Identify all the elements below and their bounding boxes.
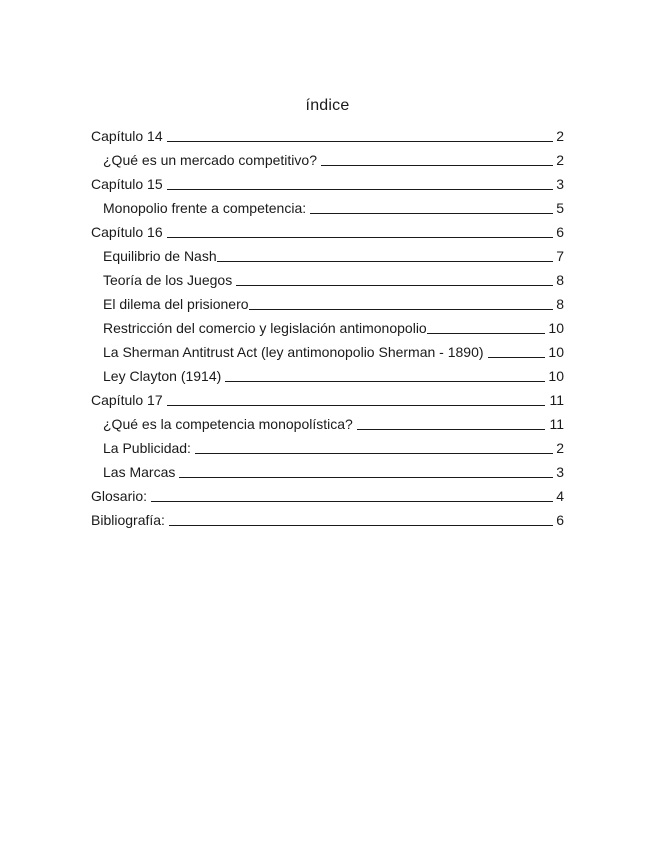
toc-entry-page: 5	[556, 200, 564, 216]
toc-entry-label: ¿Qué es la competencia monopolística?	[103, 416, 353, 432]
toc-entry-label: Monopolio frente a competencia:	[103, 200, 307, 216]
toc-entry-page: 3	[556, 176, 564, 192]
toc-entry-label: Capítulo 14	[91, 128, 163, 144]
toc-entry-page: 10	[548, 320, 564, 336]
toc-entry-restriccion-comercio[interactable]	[91, 316, 564, 340]
toc-entry-page: 10	[548, 368, 564, 384]
toc-entry-glosario[interactable]	[91, 484, 564, 508]
toc-leader-line	[179, 476, 553, 478]
toc-entry-monopolio-competencia[interactable]	[91, 196, 564, 220]
toc-entry-page: 2	[556, 440, 564, 456]
toc-entry-page: 10	[548, 344, 564, 360]
toc-entry-page: 4	[556, 488, 564, 504]
toc-entry-page: 2	[556, 128, 564, 144]
toc-entry-label: Capítulo 16	[91, 224, 163, 240]
toc-entry-page: 8	[556, 272, 564, 288]
toc-entry-label: La Sherman Antitrust Act (ley antimonopolio Sherman - 1890)	[103, 344, 484, 360]
toc-entry-ley-clayton[interactable]	[91, 364, 564, 388]
toc-entry-label: Capítulo 15	[91, 176, 163, 192]
toc-entry-label: Equilibrio de Nash	[103, 248, 217, 264]
toc-entry-capitulo-14[interactable]	[91, 124, 564, 148]
toc-entry-page: 11	[549, 392, 564, 408]
toc-entry-label: Capítulo 17	[91, 392, 163, 408]
toc-entry-competencia-monopolistica[interactable]	[91, 412, 564, 436]
toc-leader-line	[427, 332, 545, 334]
toc-entry-capitulo-17[interactable]	[91, 388, 564, 412]
toc-leader-line	[167, 140, 553, 142]
toc-entry-dilema-prisionero[interactable]	[91, 292, 564, 316]
toc-entry-label: Restricción del comercio y legislación antimonopolio	[103, 320, 427, 336]
toc-entry-capitulo-15[interactable]	[91, 172, 564, 196]
toc-leader-line	[321, 164, 553, 166]
toc-entry-label: Teoría de los Juegos	[103, 272, 233, 288]
toc-entry-page: 6	[556, 512, 564, 528]
toc-entry-mercado-competitivo[interactable]	[91, 148, 564, 172]
toc-leader-line	[217, 260, 553, 262]
toc-leader-line	[357, 428, 545, 430]
toc-leader-line	[310, 212, 553, 214]
toc-leader-line	[195, 452, 553, 454]
table-of-contents	[91, 124, 564, 532]
toc-leader-line	[236, 284, 553, 286]
toc-entry-label: Bibliografía:	[91, 512, 165, 528]
toc-entry-label: Las Marcas	[103, 464, 176, 480]
toc-leader-line	[167, 188, 553, 190]
toc-entry-publicidad[interactable]	[91, 436, 564, 460]
toc-entry-label: ¿Qué es un mercado competitivo?	[103, 152, 317, 168]
toc-entry-marcas[interactable]	[91, 460, 564, 484]
toc-entry-page: 3	[556, 464, 564, 480]
toc-entry-page: 7	[556, 248, 564, 264]
toc-entry-equilibrio-nash[interactable]	[91, 244, 564, 268]
toc-entry-page: 2	[556, 152, 564, 168]
toc-leader-line	[488, 356, 545, 358]
toc-entry-page: 8	[556, 296, 564, 312]
toc-entry-sherman-antitrust[interactable]	[91, 340, 564, 364]
toc-entry-bibliografia[interactable]	[91, 508, 564, 532]
toc-leader-line	[167, 404, 545, 406]
toc-leader-line	[169, 524, 553, 526]
toc-entry-label: Glosario:	[91, 488, 148, 504]
toc-entry-teoria-juegos[interactable]	[91, 268, 564, 292]
toc-entry-page: 6	[556, 224, 564, 240]
toc-entry-label: La Publicidad:	[103, 440, 191, 456]
toc-leader-line	[225, 380, 545, 382]
toc-entry-label: El dilema del prisionero	[103, 296, 249, 312]
toc-entry-capitulo-16[interactable]	[91, 220, 564, 244]
toc-title: índice	[305, 97, 350, 114]
toc-leader-line	[151, 500, 553, 502]
toc-entry-page: 11	[549, 416, 564, 432]
toc-entry-label: Ley Clayton (1914)	[103, 368, 222, 384]
toc-leader-line	[249, 308, 553, 310]
toc-leader-line	[167, 236, 553, 238]
